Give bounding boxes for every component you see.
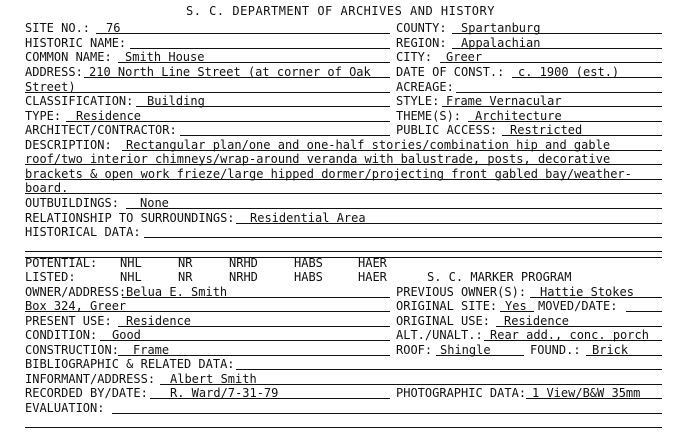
common-name-line (118, 50, 390, 63)
historic-name-label: HISTORIC NAME: (25, 36, 127, 50)
historical-data-line (144, 225, 662, 238)
previous-owners-line (530, 285, 662, 298)
city-label: CITY: (396, 50, 433, 64)
alt-unalt-line (484, 328, 662, 341)
alt-unalt-label: ALT./UNALT.: (396, 328, 483, 342)
potential-option-haer: HAER (358, 256, 387, 270)
present-use-label: PRESENT USE: (25, 314, 112, 328)
common-name-value: Smith House (125, 50, 205, 64)
informant-label: INFORMANT/ADDRESS: (25, 372, 156, 386)
original-use-label: ORIGINAL USE: (396, 314, 490, 328)
form-title: S. C. DEPARTMENT OF ARCHIVES AND HISTORY (186, 4, 495, 18)
owner-label: OWNER/ADDRESS: (25, 285, 127, 299)
description-line-4: board. (25, 181, 69, 195)
address-line2 (25, 80, 390, 93)
type-line (66, 109, 390, 122)
public-access-value: Restricted (510, 123, 583, 137)
acreage-line (456, 80, 662, 93)
description-line-3: brackets & open work frieze/large hipped dormer/projecting front gabled bay/weather- (25, 167, 632, 181)
site-no-line (96, 21, 390, 34)
region-value: Appalachian (461, 36, 541, 50)
listed-option-nrhd: NRHD (229, 270, 258, 284)
outbuildings-value: None (140, 196, 169, 210)
style-label: STYLE: (396, 94, 440, 108)
city-value: Greer (446, 50, 483, 64)
present-use-value: Residence (126, 314, 192, 328)
themes-line (468, 109, 662, 122)
condition-label: CONDITION: (25, 328, 98, 342)
informant-line (160, 372, 662, 385)
historical-data-line-2 (25, 239, 662, 252)
potential-option-habs: HABS (294, 256, 323, 270)
potential-option-nhl: NHL (120, 256, 142, 270)
public-access-line (502, 123, 662, 136)
type-value: Residence (76, 109, 142, 123)
original-site-value: Yes (505, 299, 527, 313)
architect-line (180, 123, 390, 136)
evaluation-line-2 (25, 415, 662, 428)
owner-line (122, 285, 390, 298)
description-line-1: Rectangular plan/one and one-half stories/combination hip and gable (126, 138, 611, 152)
style-value: Frame Vernacular (446, 94, 562, 108)
owner-value: Belua E. Smith (126, 285, 228, 299)
address-value-line1: 210 North Line Street (at corner of Oak (89, 65, 371, 79)
acreage-label: ACREAGE: (396, 80, 454, 94)
evaluation-label: EVALUATION: (25, 401, 105, 415)
bibliographic-line (236, 357, 662, 370)
description-rule-2 (25, 152, 662, 165)
original-use-value: Residence (504, 314, 570, 328)
moved-date-line (626, 299, 662, 312)
description-label: DESCRIPTION: (25, 138, 112, 152)
recorded-by-label: RECORDED BY/DATE: (25, 386, 148, 400)
county-line (452, 21, 662, 34)
roof-value: Shingle (440, 343, 491, 357)
classification-line (136, 94, 390, 107)
type-label: TYPE: (25, 109, 62, 123)
listed-label: LISTED: (25, 270, 76, 284)
original-use-line (496, 314, 662, 327)
potential-label: POTENTIAL: (25, 256, 98, 270)
address-label: ADDRESS: (25, 65, 83, 79)
themes-value: Architecture (475, 109, 562, 123)
photographic-label: PHOTOGRAPHIC DATA: (396, 386, 527, 400)
listed-option-haer: HAER (358, 270, 387, 284)
listed-option-habs: HABS (294, 270, 323, 284)
region-label: REGION: (396, 36, 447, 50)
outbuildings-label: OUTBUILDINGS: (25, 196, 119, 210)
previous-owners-value: Hattie Stokes (540, 285, 634, 299)
site-no-value: 76 (106, 21, 121, 35)
construction-line (118, 343, 390, 356)
found-value: Brick (592, 343, 629, 357)
marker-program-heading: S. C. MARKER PROGRAM (427, 270, 572, 284)
photographic-value: 1 View/B&W 35mm (532, 386, 641, 400)
common-name-label: COMMON NAME: (25, 50, 112, 64)
found-line (586, 343, 662, 356)
description-rule-3 (25, 167, 662, 180)
date-const-value: c. 1900 (est.) (518, 65, 620, 79)
relationship-line (236, 211, 662, 224)
description-rule-1 (122, 138, 662, 151)
relationship-label: RELATIONSHIP TO SURROUNDINGS: (25, 211, 235, 225)
alt-unalt-value: Rear add., conc. porch (490, 328, 649, 342)
evaluation-line (112, 401, 662, 414)
original-site-line (500, 299, 534, 312)
region-line (452, 36, 662, 49)
site-no-label: SITE NO.: (25, 21, 91, 35)
address-value-line2: Street) (25, 80, 76, 94)
recorded-by-line (150, 386, 390, 399)
architect-label: ARCHITECT/CONTRACTOR: (25, 123, 177, 137)
listed-option-nhl: NHL (120, 270, 142, 284)
original-site-label: ORIGINAL SITE: (396, 299, 498, 313)
construction-label: CONSTRUCTION: (25, 343, 119, 357)
informant-value: Albert Smith (170, 372, 257, 386)
county-label: COUNTY: (396, 21, 447, 35)
roof-label: ROOF: (396, 343, 433, 357)
photographic-line (526, 386, 662, 399)
classification-value: Building (147, 94, 205, 108)
owner-line2 (25, 299, 390, 312)
historic-name-line (130, 36, 390, 49)
date-const-label: DATE OF CONST.: (396, 65, 505, 79)
public-access-label: PUBLIC ACCESS: (396, 123, 498, 137)
outbuildings-line (126, 196, 662, 209)
historical-data-label: HISTORICAL DATA: (25, 225, 141, 239)
owner-value-line2: Box 324, Greer (25, 299, 127, 313)
condition-line (100, 328, 390, 341)
themes-label: THEME(S): (396, 109, 462, 123)
potential-option-nrhd: NRHD (229, 256, 258, 270)
roof-line (436, 343, 524, 356)
construction-value: Frame (133, 343, 170, 357)
date-const-line (512, 65, 662, 78)
potential-option-nr: NR (178, 256, 193, 270)
listed-option-nr: NR (178, 270, 193, 284)
description-line-2: roof/two interior chimneys/wrap-around veranda with balustrade, posts, decorative (25, 152, 611, 166)
found-label: FOUND.: (530, 343, 581, 357)
style-line (442, 94, 662, 107)
condition-value: Good (112, 328, 141, 342)
description-rule-4 (25, 181, 662, 194)
address-line (84, 65, 390, 78)
classification-label: CLASSIFICATION: (25, 94, 134, 108)
relationship-value: Residential Area (250, 211, 366, 225)
county-value: Spartanburg (461, 21, 541, 35)
bibliographic-label: BIBLIOGRAPHIC & RELATED DATA: (25, 357, 235, 371)
present-use-line (118, 314, 390, 327)
moved-date-label: MOVED/DATE: (538, 299, 618, 313)
previous-owners-label: PREVIOUS OWNER(S): (396, 285, 527, 299)
recorded-by-value: R. Ward/7-31-79 (170, 386, 279, 400)
city-line (440, 50, 662, 63)
